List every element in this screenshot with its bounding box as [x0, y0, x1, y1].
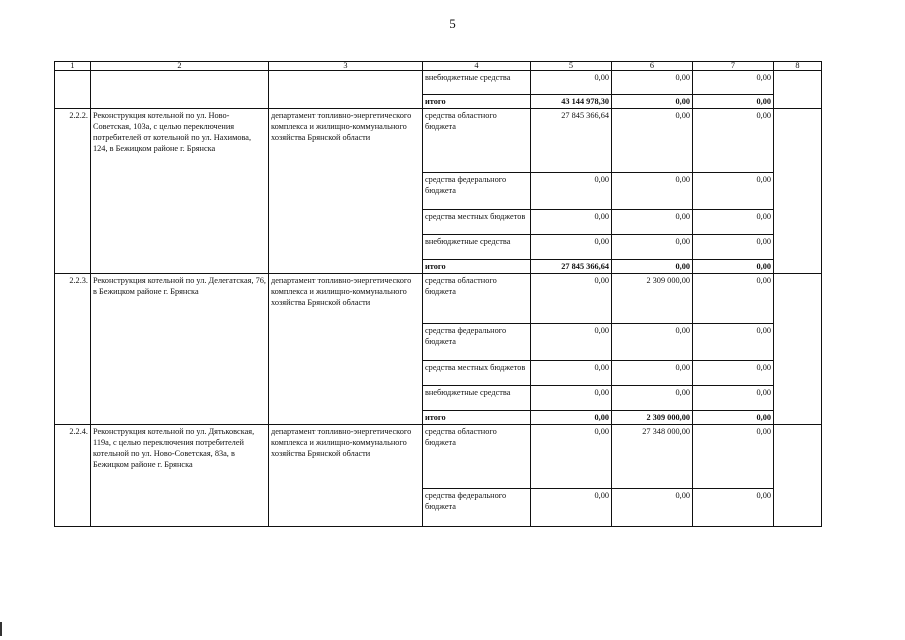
value-cell: 0,00	[612, 95, 693, 109]
item-name: Реконструкция котельной по ул. Делегатская, 76, в Бежицком районе г. Брянска	[91, 274, 269, 425]
scan-edge-mark	[0, 622, 2, 636]
source-cell: итого	[423, 260, 531, 274]
budget-table	[54, 61, 822, 527]
column-header: 5	[531, 62, 612, 71]
value-cell: 0,00	[693, 260, 774, 274]
value-cell: 0,00	[531, 210, 612, 235]
value-cell: 0,00	[612, 235, 693, 260]
column-header: 6	[612, 62, 693, 71]
item-code: 2.2.3.	[55, 274, 91, 425]
value-cell: 27 348 000,00	[612, 425, 693, 489]
source-cell: итого	[423, 95, 531, 109]
value-cell: 0,00	[531, 489, 612, 527]
source-cell: внебюджетные средства	[423, 71, 531, 95]
value-cell: 0,00	[693, 274, 774, 324]
column-header-row	[55, 62, 822, 71]
item-code: 2.2.4.	[55, 425, 91, 527]
value-cell: 0,00	[612, 210, 693, 235]
column-header: 2	[91, 62, 269, 71]
column-header: 8	[774, 62, 822, 71]
value-cell: 43 144 978,30	[531, 95, 612, 109]
note-cell	[774, 425, 822, 527]
value-cell: 0,00	[693, 210, 774, 235]
value-cell: 27 845 366,64	[531, 260, 612, 274]
value-cell: 2 309 000,00	[612, 274, 693, 324]
source-cell: средства областного бюджета	[423, 425, 531, 489]
source-cell: средства федерального бюджета	[423, 324, 531, 361]
value-cell: 0,00	[531, 411, 612, 425]
column-header: 3	[269, 62, 423, 71]
value-cell: 27 845 366,64	[531, 109, 612, 173]
source-cell: средства федерального бюджета	[423, 173, 531, 210]
value-cell: 0,00	[693, 71, 774, 95]
source-cell: средства местных бюджетов	[423, 210, 531, 235]
table-row	[55, 71, 822, 95]
name-cell	[91, 71, 269, 109]
item-name: Реконструкция котельной по ул. Дятьковская, 119а, с целью переключения потребителей котельной по ул. Ново-Советская, 83а, в Бежицком районе г. Брянска	[91, 425, 269, 527]
value-cell: 0,00	[612, 71, 693, 95]
value-cell: 0,00	[531, 361, 612, 386]
table-row	[55, 109, 822, 173]
value-cell: 0,00	[693, 411, 774, 425]
value-cell: 0,00	[693, 489, 774, 527]
item-name: Реконструкция котельной по ул. Ново-Советская, 103а, с целью переключения потребителей от котельной по ул. Нахимова, 124, в Бежицком районе г. Брянска	[91, 109, 269, 274]
value-cell: 0,00	[612, 489, 693, 527]
value-cell: 0,00	[531, 425, 612, 489]
value-cell: 0,00	[612, 361, 693, 386]
value-cell: 0,00	[531, 173, 612, 210]
source-cell: средства местных бюджетов	[423, 361, 531, 386]
value-cell: 0,00	[693, 95, 774, 109]
note-cell	[774, 274, 822, 425]
value-cell: 0,00	[531, 235, 612, 260]
value-cell: 0,00	[612, 386, 693, 411]
value-cell: 0,00	[612, 324, 693, 361]
value-cell: 0,00	[612, 173, 693, 210]
value-cell: 0,00	[693, 109, 774, 173]
note-cell	[774, 71, 822, 109]
source-cell: внебюджетные средства	[423, 386, 531, 411]
code-cell	[55, 71, 91, 109]
source-cell: средства областного бюджета	[423, 109, 531, 173]
item-executor: департамент топливно-энергетического комплекса и жилищно-коммунального хозяйства Брянской области	[269, 274, 423, 425]
value-cell: 2 309 000,00	[612, 411, 693, 425]
source-cell: средства федерального бюджета	[423, 489, 531, 527]
value-cell: 0,00	[531, 386, 612, 411]
value-cell: 0,00	[531, 274, 612, 324]
column-header: 1	[55, 62, 91, 71]
executor-cell	[269, 71, 423, 109]
value-cell: 0,00	[693, 324, 774, 361]
page-number: 5	[449, 16, 456, 31]
note-cell	[774, 109, 822, 274]
value-cell: 0,00	[693, 173, 774, 210]
table-row	[55, 274, 822, 324]
item-code: 2.2.2.	[55, 109, 91, 274]
item-executor: департамент топливно-энергетического комплекса и жилищно-коммунального хозяйства Брянской области	[269, 109, 423, 274]
source-cell: средства областного бюджета	[423, 274, 531, 324]
value-cell: 0,00	[693, 361, 774, 386]
item-executor: департамент топливно-энергетического комплекса и жилищно-коммунального хозяйства Брянской области	[269, 425, 423, 527]
value-cell: 0,00	[531, 324, 612, 361]
source-cell: итого	[423, 411, 531, 425]
value-cell: 0,00	[693, 425, 774, 489]
column-header: 7	[693, 62, 774, 71]
value-cell: 0,00	[612, 260, 693, 274]
value-cell: 0,00	[693, 386, 774, 411]
column-header: 4	[423, 62, 531, 71]
value-cell: 0,00	[693, 235, 774, 260]
value-cell: 0,00	[531, 71, 612, 95]
value-cell: 0,00	[612, 109, 693, 173]
table-row	[55, 425, 822, 489]
source-cell: внебюджетные средства	[423, 235, 531, 260]
